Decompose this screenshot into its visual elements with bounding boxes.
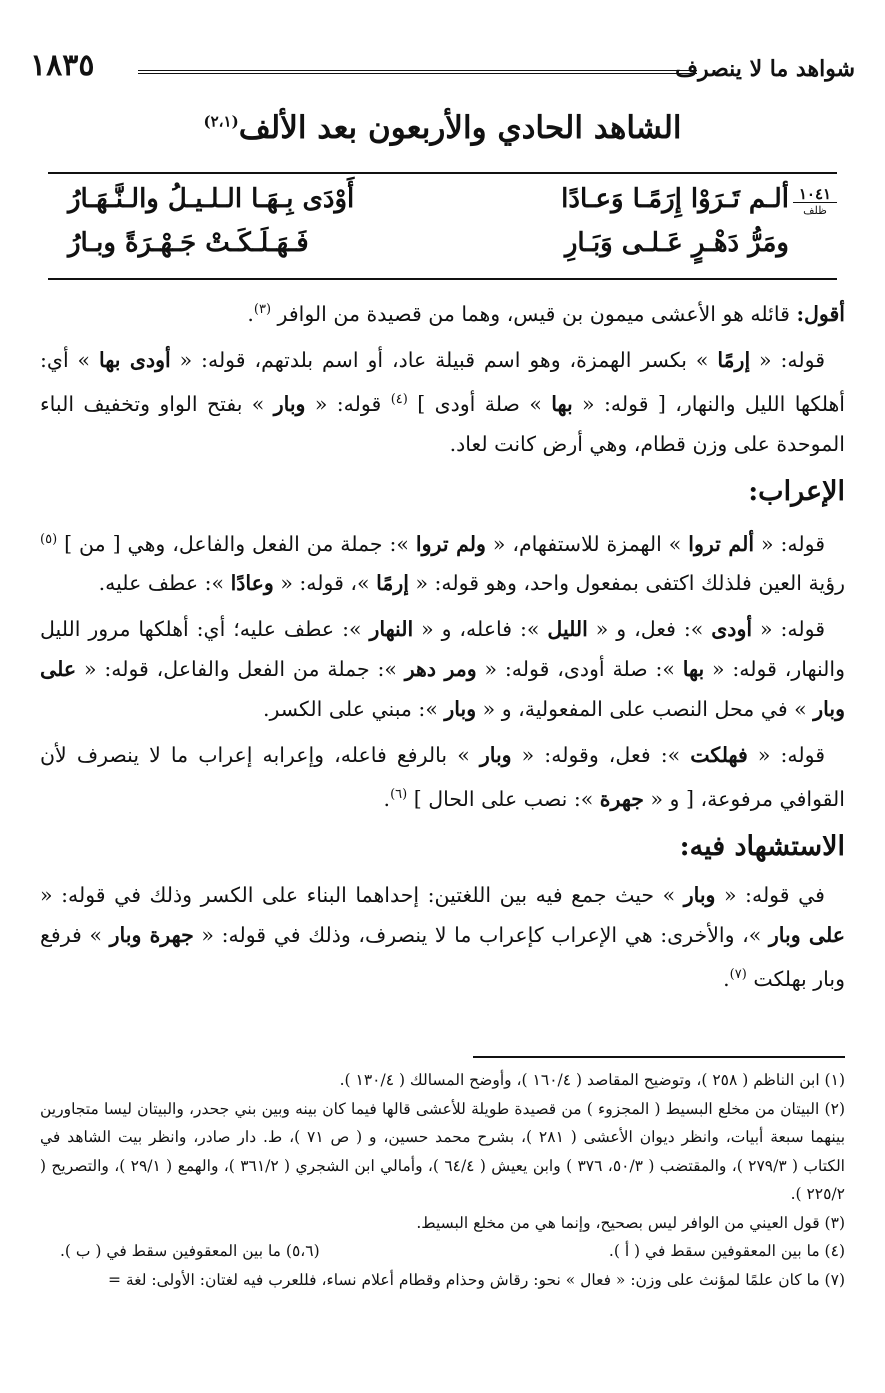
footnote-rule <box>473 1056 845 1058</box>
footnote-3: (٣) قول العيني من الوافر ليس بصحيح، وإنما هي من مخلع البسيط. <box>416 1213 845 1232</box>
quoted-word: على وبار <box>768 923 845 948</box>
text-span: » بالرفع فاعله، وإعرابه إعراب ما لا ينصرف لأن القوافي مرفوعة، [ و « <box>40 743 845 812</box>
text-span: »، والأخرى: هي الإعراب كإعراب ما لا ينصرف، وذلك في قوله: « <box>193 923 769 948</box>
quoted-word: ولم تروا <box>415 531 486 556</box>
text-span: »: فعل، و « <box>587 617 712 642</box>
footnote-ref: (٥) <box>40 531 58 547</box>
text-span: قوله: « <box>747 743 826 768</box>
text-span: » بكسر الهمزة، وهو اسم قبيلة عاد، أو اسم بلدتهم، قوله: « <box>170 347 718 372</box>
section-title-note: (٢،١) <box>203 112 239 131</box>
verse-top-rule <box>48 172 837 174</box>
verse-block <box>48 180 837 272</box>
paragraph-irab-3 <box>40 735 845 819</box>
text-span: قوله: « <box>754 531 826 556</box>
quoted-word: بها <box>551 391 573 416</box>
verse-line1-second: أَوْدَى بِـهَـا الـلـيـلُ والـنَّـهَـارُ <box>68 184 355 214</box>
text-span: »: جملة من الفعل والفاعل، وهي [ من ] <box>57 531 416 556</box>
quoted-word: فهلكت <box>690 743 748 768</box>
quoted-word: جهرة <box>599 787 644 812</box>
page-number: ١٨٣٥ <box>30 48 95 83</box>
paragraph-vocabulary <box>40 340 845 464</box>
text-span: » في محل النصب على المفعولية، و « <box>476 697 814 722</box>
footnote-7: (٧) ما كان علمًا لمؤنث على وزن: « فعال » نحو: رقاش وحذام وقطام أعلام نساء، فللعرب فيه لغتان: الأولى: لغة = <box>108 1270 845 1289</box>
heading-irab: الإعراب: <box>748 475 845 507</box>
footnote-ref: (٤) <box>390 391 408 407</box>
text-span: قوله: « <box>752 617 825 642</box>
quoted-word: أودى <box>711 617 753 642</box>
footnote-row-4-56 <box>40 1237 845 1266</box>
text-span: » حيث جمع فيه بين اللغتين: إحداهما البناء على الكسر وذلك في قوله: « <box>40 883 684 908</box>
header-rule <box>138 70 697 76</box>
text-span: . <box>247 301 254 326</box>
paragraph-author <box>40 290 845 334</box>
text-span: »: نصب على الحال ] <box>407 787 600 812</box>
text-span: »: جملة من الفعل والفاعل، قوله: « <box>76 657 405 682</box>
quoted-word: النهار <box>369 617 414 642</box>
quoted-word: ألم تروا <box>688 531 755 556</box>
quoted-word: على وبار <box>40 657 845 722</box>
footnote-ref: (٧) <box>729 967 747 983</box>
running-title: شواهد ما لا ينصرف <box>675 56 855 82</box>
quoted-word: إرمًا <box>717 347 751 372</box>
text-span: قوله: « <box>750 347 826 372</box>
text-span: »: عطف عليه. <box>98 571 231 596</box>
footnote-5-6: (٥،٦) ما بين المعقوفين سقط في ( ب ). <box>60 1242 320 1260</box>
footnote-1: (١) ابن الناظم ( ٢٥٨ )، وتوضيح المقاصد ( ١٦٠/٤ )، وأوضح المسالك ( ١٣٠/٤ ). <box>339 1071 845 1089</box>
verse-line2-first: ومَرُّ دَهْـرٍ عَـلـى وَبَـارِ <box>564 228 789 258</box>
text-span: . <box>723 967 730 992</box>
body-text <box>40 290 845 1005</box>
label-aqul: أقول: <box>796 301 845 326</box>
quoted-word: الليل <box>547 617 588 642</box>
quoted-word: وبار <box>444 697 477 722</box>
footnote-2: (٢) البيتان من مخلع البسيط ( المجزوء ) من قصيدة طويلة للأعشى قالها فيما كان بينه وبين بني جحدر، والبيتان ليسا متجاورين بينهما سبعة أبيات، وانظر ديوان الأعشى ( ٢٨١ )، بشرح محمد حسين، و ( ص ٧١ )، ط. دار صادر، وانظر بيت الشاهد في الكتاب ( ٢٧٩/٣ )، والمقتضب ( ٥٠/٣، ٣٧٦ ) وابن يعيش ( ٦٤/٤ )، وأمالي ابن الشجري ( ٣٦١/٢ )، والهمع ( ٢٩/١ )، والتصريح ( ٢٢٥/٢ ). <box>40 1099 846 1203</box>
quoted-word: وبار <box>273 391 306 416</box>
page-header <box>30 48 855 88</box>
quoted-word: جهرة وبار <box>109 923 194 948</box>
text-span: »: صلة أودى، قوله: « <box>476 657 683 682</box>
footnote-ref: (٦) <box>390 787 408 803</box>
verse-line1-first: ألـم تَـرَوْا إِرَمًـا وَعـادًا <box>561 184 789 214</box>
section-title <box>30 110 855 146</box>
text-span: قائله هو الأعشى ميمون بن قيس، وهما من قصيدة من الوافر <box>271 301 797 326</box>
paragraph-irab-1 <box>40 520 845 604</box>
quoted-word: بها <box>682 657 705 682</box>
text-span: »: فعل، وقوله: « <box>511 743 691 768</box>
text-span: »: عطف عليه؛ أي: أهلكها مرور الليل والنهار، قوله: « <box>40 617 845 682</box>
text-span: » الهمزة للاستفهام، « <box>485 531 689 556</box>
section-title-text: الشاهد الحادي والأربعون بعد الألف <box>238 110 682 146</box>
quoted-word: ومر دهر <box>404 657 477 682</box>
paragraph-istishhad <box>40 875 845 999</box>
verse-number-main: ١٠٤١ <box>793 186 837 203</box>
text-span: في قوله: « <box>715 883 825 908</box>
verse-number-sub: ظلف <box>803 204 827 217</box>
footnotes <box>40 1066 845 1294</box>
text-span: »: فاعله، و « <box>413 617 548 642</box>
text-span: » صلة أودى ] <box>407 391 552 416</box>
quoted-word: وعادًا <box>230 571 274 596</box>
quoted-word: أودى بها <box>99 347 171 372</box>
heading-istishhad: الاستشهاد فيه: <box>679 831 845 863</box>
text-span: . <box>383 787 391 812</box>
text-span: » فرفع وبار بهلكت <box>40 923 845 992</box>
text-span: » أي: أهلكها الليل والنهار، [ قوله: « <box>40 347 846 416</box>
footnote-ref: (٣) <box>253 302 272 317</box>
verse-number <box>793 186 837 219</box>
text-span: » بفتح الواو وتخفيف الباء الموحدة على وزن قطام، وهي أرض كانت لعاد. <box>40 391 845 456</box>
quoted-word: وبار <box>683 883 716 908</box>
text-span: رؤية العين فلذلك اكتفى بمفعول واحد، وهو قوله: « <box>408 571 845 596</box>
text-span: »، قوله: « <box>273 571 377 596</box>
text-span: قوله: « <box>305 391 391 416</box>
verse-line2-second: فَـهَـلَـكَـتْ جَـهْـرَةً وبـارُ <box>68 228 309 258</box>
quoted-word: وبار <box>479 743 512 768</box>
paragraph-irab-2 <box>40 609 845 729</box>
verse-bottom-rule <box>48 278 837 280</box>
footnote-4: (٤) ما بين المعقوفين سقط في ( أ ). <box>608 1242 845 1260</box>
text-span: »: مبني على الكسر. <box>262 697 445 722</box>
quoted-word: إرمًا <box>376 571 409 596</box>
